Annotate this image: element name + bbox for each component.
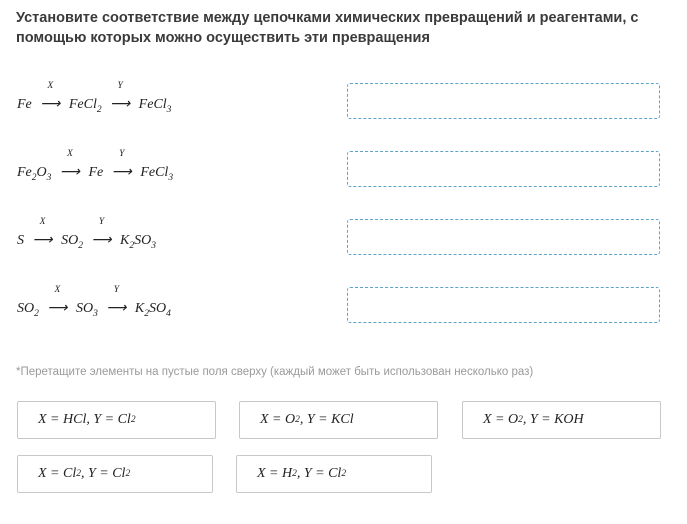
chain-4-end: $K_2SO_4$ [134,301,171,319]
chain-3 [17,217,156,251]
arrow-y: Y ⟶ [111,149,132,180]
chain-3-end: $K_2SO_3$ [120,233,156,251]
drop-zone-4[interactable] [347,287,660,323]
drop-zone-1[interactable] [347,83,660,119]
arrow-x: X ⟶ [40,81,61,112]
chain-4-mid: $SO_3$ [75,301,98,319]
chain-4-start: $SO_2$ [17,301,39,319]
chain-1-start: Fe [17,97,32,112]
chain-2 [17,149,174,183]
arrow-y: Y ⟶ [110,81,131,112]
chain-1-mid: FeCl$_2$ [68,97,102,115]
arrow-y: Y ⟶ [106,285,127,316]
chain-1 [17,81,172,115]
option-2[interactable]: X = O 2 , Y = KCl [239,401,438,439]
option-4[interactable]: X = Cl 2 , Y = Cl 2 [17,455,213,493]
drop-zone-3[interactable] [347,219,660,255]
option-1[interactable]: X = HCl, Y = Cl 2 [17,401,216,439]
option-5[interactable]: X = H 2 , Y = Cl 2 [236,455,432,493]
chain-2-end: FeCl$_3$ [140,165,174,183]
arrow-x: X ⟶ [47,285,68,316]
drop-zone-2[interactable] [347,151,660,187]
chain-3-start: S [17,233,24,248]
chain-2-start: $Fe_2O_3$ [17,165,52,183]
arrow-x: X ⟶ [32,217,53,248]
chain-1-end: FeCl$_3$ [138,97,172,115]
chain-2-mid: Fe [88,165,104,180]
chain-4 [17,285,171,319]
instruction-hint: *Перетащите элементы на пустые поля сверху (каждый может быть использован несколько раз) [16,366,534,378]
option-3[interactable]: X = O 2 , Y = KOH [462,401,661,439]
chain-3-mid: $SO_2$ [61,233,83,251]
arrow-y: Y ⟶ [91,217,112,248]
arrow-x: X ⟶ [59,149,80,180]
task-title: Установите соответствие между цепочками химических превращений и реагентами, с помощью которых можно осуществить эти превращения [16,10,639,46]
